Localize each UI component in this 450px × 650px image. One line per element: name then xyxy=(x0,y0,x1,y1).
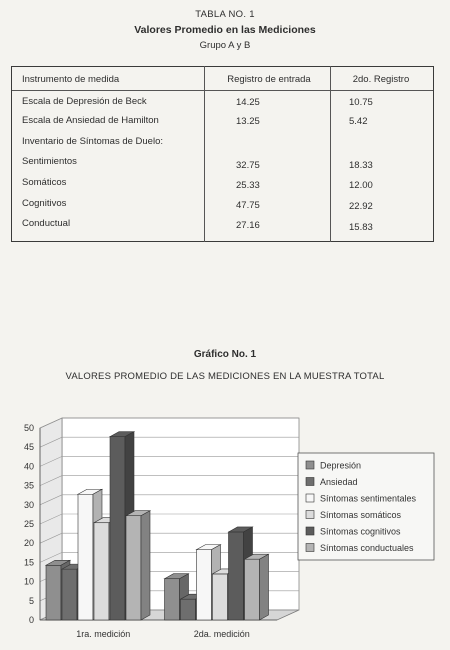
table-row-label: Sentimientos xyxy=(22,156,77,167)
bar xyxy=(197,550,212,620)
table-subtitle: Grupo A y B xyxy=(199,40,251,51)
legend-label: Ansiedad xyxy=(320,477,358,487)
table-row-label: Conductual xyxy=(22,218,71,229)
table-row-label: Somáticos xyxy=(22,177,67,188)
table-cell-segundo: 18.33 xyxy=(349,160,373,171)
bar xyxy=(110,437,125,620)
bar xyxy=(181,599,196,620)
legend-label: Síntomas sentimentales xyxy=(320,493,417,504)
legend-swatch xyxy=(306,527,314,535)
bar xyxy=(165,579,180,620)
bar xyxy=(62,569,77,620)
legend-swatch xyxy=(306,478,314,486)
bar xyxy=(213,574,228,620)
bar xyxy=(229,532,244,620)
bar-side xyxy=(260,554,269,620)
legend-label: Síntomas somáticos xyxy=(320,510,402,520)
y-tick-label: 45 xyxy=(23,442,34,453)
data-table xyxy=(11,66,434,242)
y-tick-label: 30 xyxy=(23,499,34,510)
chart-subtitle: VALORES PROMEDIO DE LAS MEDICIONES EN LA MUESTRA TOTAL xyxy=(65,371,385,382)
table-cell-entrada: 47.75 xyxy=(236,200,260,211)
legend-swatch xyxy=(306,544,314,552)
table-cell-segundo: 10.75 xyxy=(349,97,373,108)
table-row-label: Escala de Ansiedad de Hamilton xyxy=(22,115,159,126)
legend-swatch xyxy=(306,461,314,469)
table-cell-entrada: 27.16 xyxy=(236,220,260,231)
table-row-label: Escala de Depresión de Beck xyxy=(22,96,147,107)
table-row-label: Cognitivos xyxy=(22,198,67,209)
y-tick-label: 0 xyxy=(28,615,34,625)
bar xyxy=(46,565,61,620)
legend-label: Depresión xyxy=(320,460,362,471)
legend-label: Síntomas cognitivos xyxy=(320,526,401,537)
x-category-label: 1ra. medición xyxy=(76,629,131,639)
table-label: TABLA NO. 1 xyxy=(195,9,255,20)
table-column-divider xyxy=(330,66,331,242)
y-tick-label: 10 xyxy=(23,576,34,587)
y-tick-label: 25 xyxy=(23,519,34,529)
y-tick-label: 50 xyxy=(23,423,34,433)
y-tick-label: 20 xyxy=(23,538,34,549)
chart-title: Gráfico No. 1 xyxy=(193,349,257,360)
table-cell-entrada: 13.25 xyxy=(236,116,260,127)
bar xyxy=(245,559,260,620)
table-row-label: Inventario de Síntomas de Duelo: xyxy=(22,136,164,147)
y-tick-label: 35 xyxy=(23,480,34,491)
table-column-divider xyxy=(204,66,205,242)
y-tick-label: 40 xyxy=(23,461,34,472)
table-cell-segundo: 15.83 xyxy=(349,222,373,233)
table-cell-entrada: 25.33 xyxy=(236,180,260,191)
y-tick-label: 5 xyxy=(28,595,34,606)
bar xyxy=(78,494,93,620)
bar-side xyxy=(141,511,150,620)
table-header-segundo: 2do. Registro xyxy=(352,74,410,85)
legend-label: Síntomas conductuales xyxy=(320,543,414,553)
table-header-entrada: Registro de entrada xyxy=(227,74,311,85)
table-cell-entrada: 14.25 xyxy=(236,97,260,108)
table-cell-segundo: 5.42 xyxy=(349,116,368,127)
legend-swatch xyxy=(306,494,314,502)
table-cell-entrada: 32.75 xyxy=(236,160,260,171)
table-title: Valores Promedio en las Mediciones xyxy=(134,24,316,36)
y-tick-label: 15 xyxy=(23,557,34,568)
x-category-label: 2da. medición xyxy=(193,629,250,639)
table-cell-segundo: 12.00 xyxy=(349,180,373,191)
table-header-divider xyxy=(12,90,433,91)
bar-chart xyxy=(0,395,450,650)
bar xyxy=(94,523,109,620)
table-header-instrument: Instrumento de medida xyxy=(22,74,120,85)
legend-swatch xyxy=(306,511,314,519)
table-cell-segundo: 22.92 xyxy=(349,201,373,212)
bar xyxy=(126,516,141,620)
